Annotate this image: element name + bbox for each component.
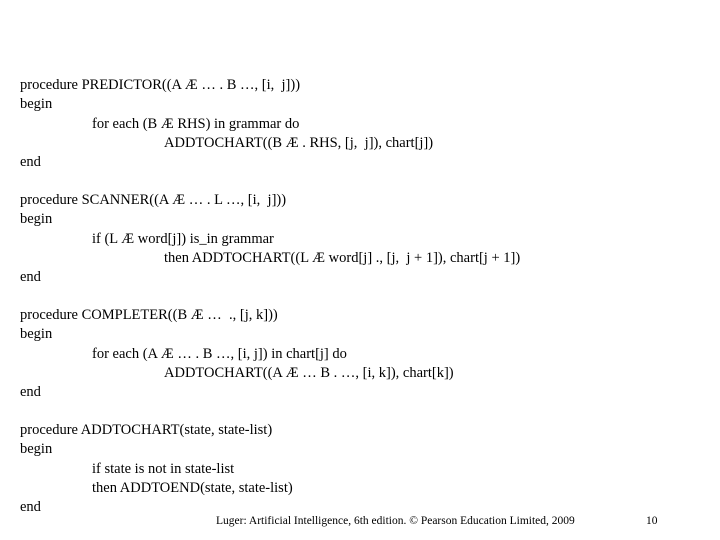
- addtochart-condition: if state is not in state-list: [92, 461, 235, 477]
- completer-end: end: [20, 384, 41, 400]
- addtochart-begin: begin: [20, 441, 53, 457]
- predictor-for-each: for each (B Æ RHS) in grammar do: [92, 116, 300, 132]
- predictor-action: ADDTOCHART((B Æ . RHS, [j, j]), chart[j]): [164, 135, 434, 151]
- predictor-end: end: [20, 154, 41, 170]
- predictor-header: procedure PREDICTOR((A Æ … . B …, [i, j])): [20, 77, 301, 93]
- completer-action: ADDTOCHART((A Æ … B . …, [i, k]), chart[k]): [164, 365, 454, 381]
- predictor-begin: begin: [20, 96, 53, 112]
- scanner-action: then ADDTOCHART((L Æ word[j] ., [j, j + 1]), chart[j + 1]): [164, 250, 521, 266]
- addtochart-action: then ADDTOEND(state, state-list): [92, 480, 293, 496]
- scanner-header: procedure SCANNER((A Æ … . L …, [i, j])): [20, 192, 287, 208]
- completer-for-each: for each (A Æ … . B …, [i, j]) in chart[j] do: [92, 346, 347, 362]
- scanner-condition: if (L Æ word[j]) is_in grammar: [92, 231, 274, 247]
- footer-citation: Luger: Artificial Intelligence, 6th edition. © Pearson Education Limited, 2009: [216, 515, 575, 527]
- completer-header: procedure COMPLETER((B Æ … ., [j, k])): [20, 307, 278, 323]
- scanner-begin: begin: [20, 211, 53, 227]
- addtochart-end: end: [20, 499, 41, 515]
- page-number: 10: [646, 515, 658, 527]
- completer-begin: begin: [20, 326, 53, 342]
- addtochart-header: procedure ADDTOCHART(state, state-list): [20, 422, 273, 438]
- scanner-end: end: [20, 269, 41, 285]
